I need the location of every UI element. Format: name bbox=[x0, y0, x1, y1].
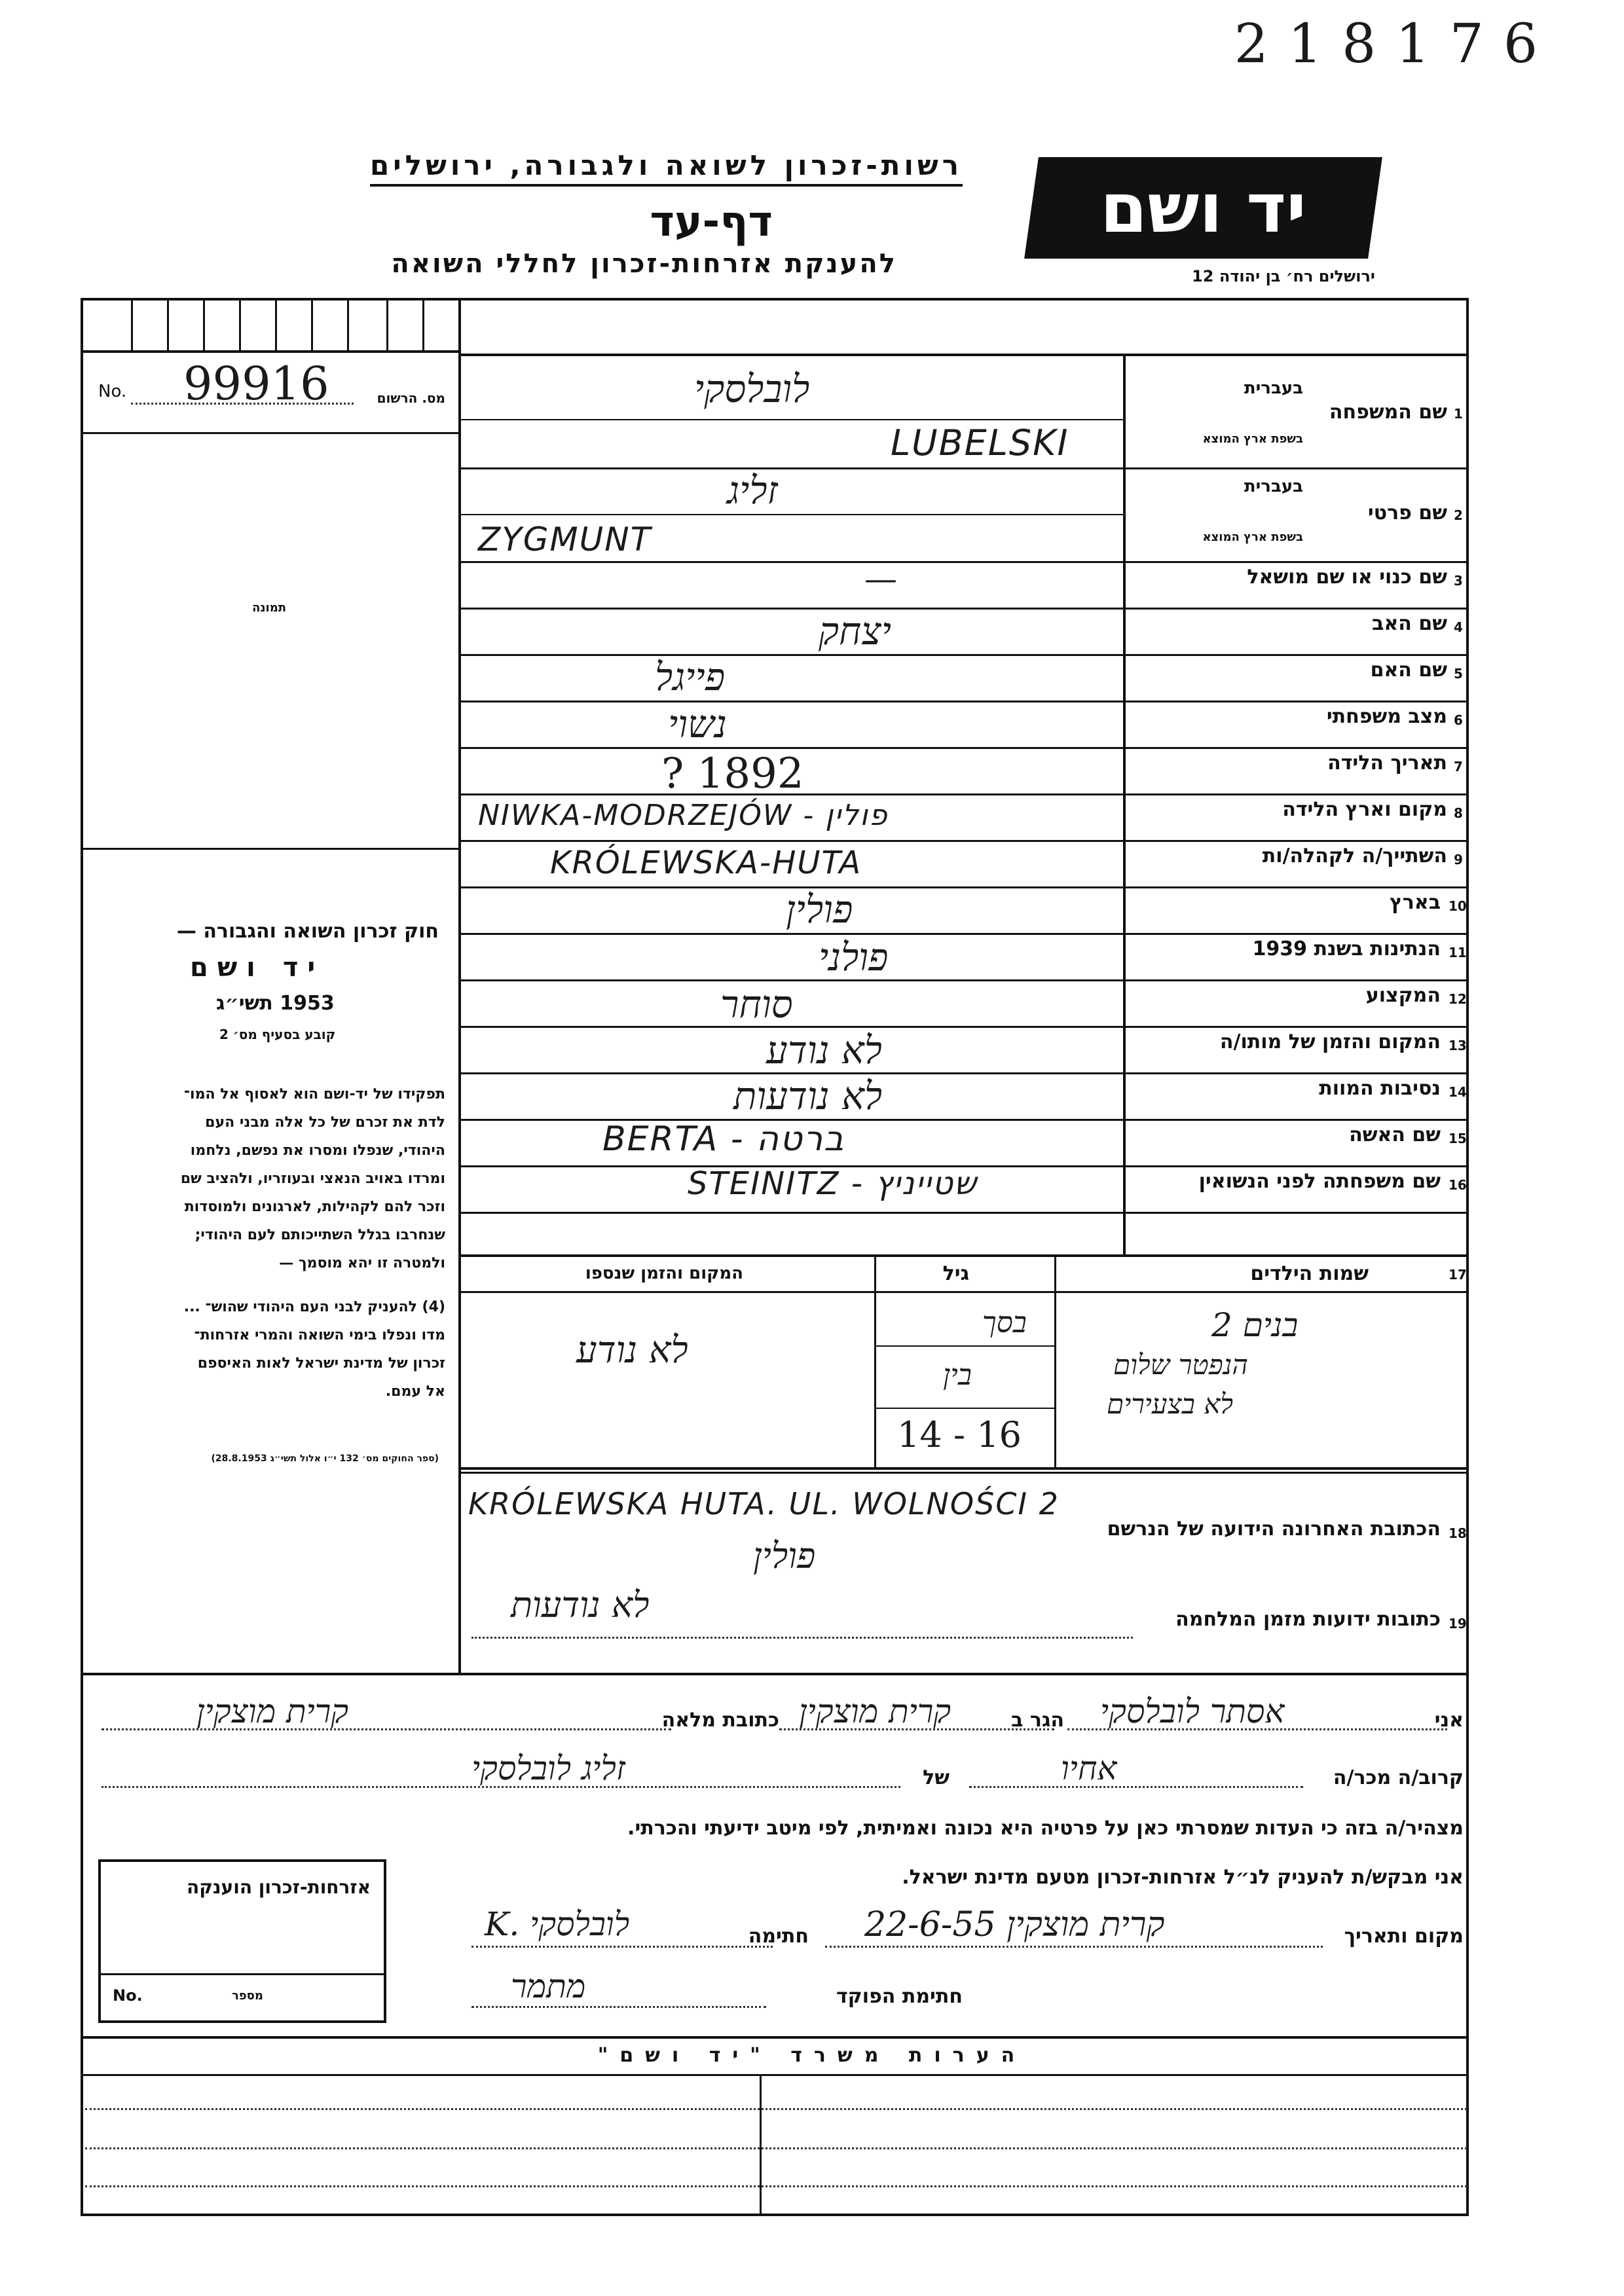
citizenship-box bbox=[98, 1859, 386, 2023]
field-18-number: 18 bbox=[1449, 1525, 1467, 1541]
children-age-line-2: בין bbox=[943, 1358, 972, 1392]
field-3-value: — bbox=[864, 560, 897, 598]
field-6-number: 6 bbox=[1454, 712, 1463, 728]
field-9-label: השתייך/ה לקהלה/ות bbox=[1262, 845, 1447, 867]
law-text-line: מדו ונפלו בימי השואה והמרי אזרחות־ bbox=[194, 1327, 445, 1343]
field-11-label: הנתינות בשנת 1939 bbox=[1252, 938, 1441, 960]
law-title: חוק זכרון השואה והגבורה — bbox=[176, 920, 439, 943]
law-para-1 bbox=[79, 1080, 445, 1277]
field-2-value-he: זליג bbox=[727, 468, 778, 513]
registration-number: 99916 bbox=[183, 357, 329, 410]
officer-signature-label: חתימת הפוקד bbox=[836, 1985, 963, 2008]
field-2-number: 2 bbox=[1454, 507, 1463, 523]
law-footnote: (ספר החוקים מס׳ 132 י״ו אלול תשי״ג 28.8.1953) bbox=[211, 1453, 439, 1464]
decl-place-date-label: מקום ותאריך bbox=[1344, 1925, 1464, 1948]
decl-statement: מצהיר/ה בזה כי העדות שמסרתי כאן על פרטיה היא נכונה ואמיתית, לפי מיטב ידיעתי והכרתי. bbox=[627, 1817, 1464, 1840]
field-2-lang-he: בעברית bbox=[1244, 477, 1303, 496]
field-7-label: תאריך הלידה bbox=[1327, 752, 1447, 774]
citizenship-box-no: No. bbox=[113, 1986, 143, 2005]
field-5-number: 5 bbox=[1454, 666, 1463, 682]
authority-line: רשות-זכרון לשואה ולגבורה, ירושלים bbox=[370, 149, 963, 187]
field-3-label: שם כנוי או שם מושאל bbox=[1247, 566, 1447, 589]
field-12-number: 12 bbox=[1449, 991, 1467, 1007]
decl-gar-value: קרית מוצקין bbox=[799, 1692, 951, 1730]
decl-address-label: כתובת מלאה bbox=[661, 1709, 779, 1732]
field-4-label: שם האב bbox=[1372, 612, 1447, 635]
law-text-line: (4) להעניק לבני העם היהודי שהוש־ ... bbox=[183, 1299, 445, 1315]
field-1-label: שם המשפחה bbox=[1329, 401, 1447, 424]
field-12-label: המקצוע bbox=[1365, 984, 1441, 1007]
field-8-value: NIWKA-MODRZEJÓW - פולין bbox=[478, 799, 889, 832]
decl-address-value: קרית מוצקין bbox=[196, 1692, 349, 1730]
children-age-line-3: 14 - 16 bbox=[897, 1414, 1022, 1455]
field-12-value: סוחר bbox=[720, 982, 793, 1027]
field-14-label: נסיבות המוות bbox=[1319, 1077, 1441, 1100]
field-9-value: KRÓLEWSKA-HUTA bbox=[550, 845, 862, 881]
field-14-number: 14 bbox=[1449, 1084, 1467, 1100]
field-16-number: 16 bbox=[1449, 1177, 1467, 1193]
decl-relative-label: קרוב/ה מכר/ה bbox=[1333, 1766, 1464, 1789]
decl-request: אני מבקש/ת להעניק לנ״ל אזרחות-זכרון מטעם מדינת ישראל. bbox=[902, 1866, 1464, 1889]
field-19-label: כתובות ידועות מזמן המלחמה bbox=[1175, 1608, 1441, 1631]
field-2-label: שם פרטי bbox=[1367, 501, 1447, 524]
law-para-2 bbox=[79, 1293, 445, 1406]
field-18-value-2: פולין bbox=[753, 1535, 816, 1576]
field-19-number: 19 bbox=[1449, 1616, 1467, 1631]
field-9-number: 9 bbox=[1454, 852, 1463, 867]
children-place: לא נודע bbox=[576, 1329, 688, 1372]
law-text-line: ומרדו באויב הנאצי ובעוזריו, ולהציב שם bbox=[180, 1171, 445, 1187]
decl-shel-label: של bbox=[923, 1766, 950, 1789]
field-15-label: שם האשה bbox=[1349, 1123, 1441, 1146]
field-8-number: 8 bbox=[1454, 805, 1463, 821]
yad-vashem-logo bbox=[1024, 157, 1382, 259]
law-text-line: אל עמם. bbox=[385, 1383, 445, 1400]
field-7-number: 7 bbox=[1454, 759, 1463, 774]
field-18-value: KRÓLEWSKA HUTA. UL. WOLNOŚCI 2 bbox=[468, 1486, 1060, 1522]
field-14-value: לא נודעות bbox=[733, 1074, 883, 1118]
children-names-line-1: 2 בנים bbox=[1211, 1306, 1299, 1344]
law-year: 1953 תשי״ג bbox=[216, 992, 335, 1015]
field-1-lang-he: בעברית bbox=[1244, 378, 1303, 398]
field-8-label: מקום וארץ הלידה bbox=[1282, 798, 1447, 821]
field-13-number: 13 bbox=[1449, 1038, 1467, 1053]
decl-signature-value: K. לובלסקי bbox=[485, 1905, 630, 1943]
decl-ani-label: אני bbox=[1434, 1709, 1464, 1732]
field-13-label: המקום והזמן של מותו/ה bbox=[1219, 1030, 1441, 1053]
decl-relative-value: אחיו bbox=[1061, 1749, 1117, 1787]
field-1-lang-orig: בשפת ארץ המוצא bbox=[1202, 432, 1303, 446]
law-text-line: שנחרבו בגלל השתייכותם לעם היהודי; bbox=[194, 1227, 445, 1243]
field-10-number: 10 bbox=[1449, 898, 1467, 914]
field-16-value: STEINITZ - שטייניץ bbox=[688, 1165, 978, 1202]
field-15-value: BERTA - ברטה bbox=[602, 1120, 845, 1159]
field-17-number: 17 bbox=[1449, 1267, 1467, 1283]
field-1-number: 1 bbox=[1454, 406, 1463, 422]
decl-signature-label: חתימה bbox=[748, 1925, 809, 1948]
children-age-line-1: בסך bbox=[982, 1306, 1027, 1339]
registration-no-label: No. bbox=[98, 382, 127, 401]
law-text-line: תפקידו של יד-ושם הוא לאסוף אל המו־ bbox=[183, 1086, 445, 1102]
field-5-value: פייגל bbox=[655, 655, 726, 699]
field-1-value-latin: LUBELSKI bbox=[891, 422, 1069, 464]
field-16-label: שם משפחתה לפני הנשואין bbox=[1198, 1170, 1441, 1193]
law-text-line: היהודי, שנפלו ומסרו את נפשם, נלחמו bbox=[190, 1142, 445, 1159]
logo-text: יד ושם bbox=[1100, 168, 1306, 248]
field-4-number: 4 bbox=[1454, 619, 1463, 635]
children-names-header: שמות הילדים bbox=[1250, 1262, 1369, 1285]
field-5-label: שם האם bbox=[1370, 659, 1447, 682]
field-11-number: 11 bbox=[1449, 945, 1467, 960]
field-10-value: פולין bbox=[786, 887, 853, 932]
officer-signature-value: מתמר bbox=[511, 1967, 586, 2005]
field-19-value: לא נודעות bbox=[511, 1584, 650, 1626]
field-4-value: יצחק bbox=[819, 609, 891, 653]
law-text-line: לדת את זכרם של כל אלה מבני העם bbox=[205, 1114, 445, 1131]
form-subtitle: להענקת אזרחות-זכרון לחללי השואה bbox=[391, 249, 897, 279]
photo-label: תמונה bbox=[252, 601, 287, 615]
field-2-value-latin: ZYGMUNT bbox=[478, 520, 652, 558]
address-line: ירושלים רח׳ בן יהודה 12 bbox=[1192, 267, 1375, 285]
decl-shel-value: זליג לובלסקי bbox=[471, 1749, 625, 1787]
form-title: דף-עד bbox=[650, 198, 773, 246]
law-clause: קובע בסעיף מס׳ 2 bbox=[219, 1027, 336, 1042]
law-text-line: ולמטרה זו יהא מוסמך — bbox=[279, 1255, 445, 1271]
children-names-line-3: לא בצעירים bbox=[1107, 1388, 1234, 1420]
registration-label: מס. הרשום bbox=[377, 390, 445, 406]
citizenship-box-no-he: מספר bbox=[232, 1989, 263, 2003]
field-3-number: 3 bbox=[1454, 573, 1463, 589]
field-1-value-he: לובלסקי bbox=[694, 367, 810, 411]
field-2-lang-orig: בשפת ארץ המוצא bbox=[1202, 530, 1303, 544]
field-10-label: בארץ bbox=[1389, 891, 1441, 914]
field-6-label: מצב משפחתי bbox=[1326, 705, 1447, 728]
field-7-value: ? 1892 bbox=[661, 750, 804, 798]
decl-place-date-value: קרית מוצקין 22-6-55 bbox=[864, 1905, 1165, 1944]
field-11-value: פולני bbox=[819, 935, 889, 979]
citizenship-box-title: אזרחות-זכרון הוענקה bbox=[187, 1876, 371, 1898]
field-15-number: 15 bbox=[1449, 1131, 1467, 1146]
field-6-value: נשוי bbox=[668, 702, 727, 746]
law-text-line: זכרון של מדינת ישראל לאות האיספם bbox=[197, 1355, 445, 1372]
decl-ani-value: אסתר לובלסקי bbox=[1100, 1692, 1285, 1730]
office-notes-title: הערות משרד "יד ושם" bbox=[597, 2044, 1027, 2067]
children-age-header: גיל bbox=[942, 1262, 969, 1285]
decl-gar-label: הגר ב bbox=[1011, 1709, 1064, 1732]
law-name: יד ושם bbox=[190, 953, 325, 983]
archive-number: 2 1 8 1 7 6 bbox=[1234, 13, 1539, 75]
field-13-value: לא נודע bbox=[766, 1028, 882, 1072]
field-18-label: הכתובת האחרונה הידועה של הנרשם bbox=[1107, 1518, 1441, 1540]
law-text-line: וזכר להם לקהילות, לארגונים ולמוסדות bbox=[184, 1199, 445, 1215]
children-place-header: המקום והזמן שנספו bbox=[585, 1264, 743, 1283]
children-names-line-2: הנפטר שלום bbox=[1113, 1349, 1248, 1381]
